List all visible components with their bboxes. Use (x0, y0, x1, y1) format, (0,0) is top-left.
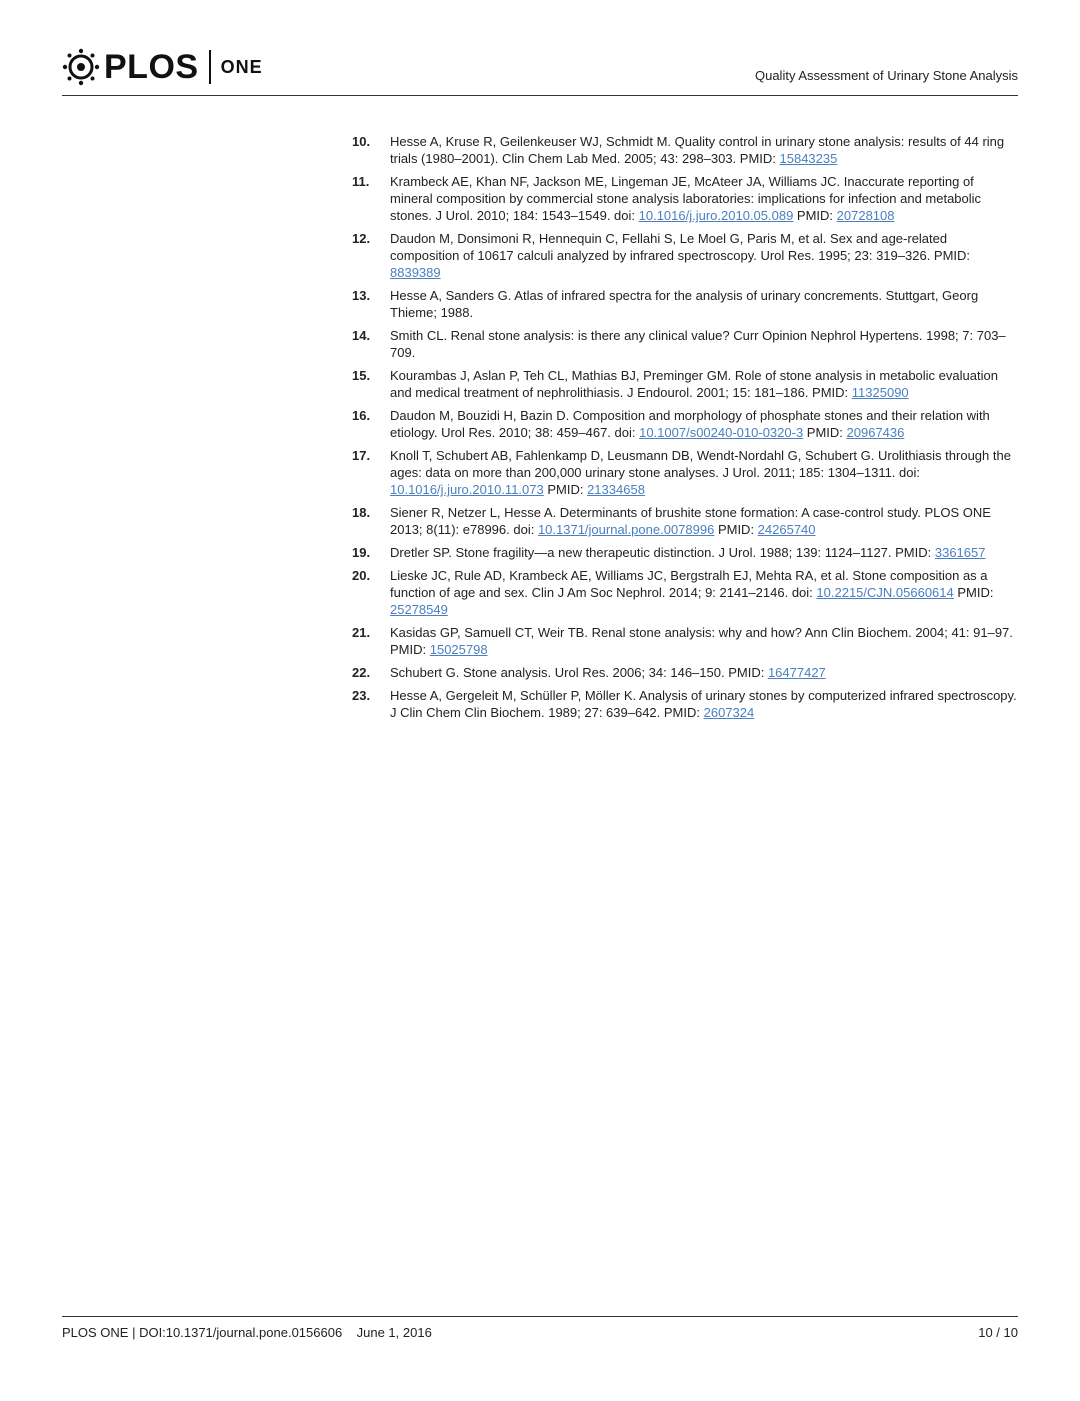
logo-subtext: ONE (220, 56, 263, 77)
pmid-link[interactable]: 25278549 (390, 602, 448, 617)
footer-divider (62, 1316, 1018, 1317)
reference-text: Dretler SP. Stone fragility—a new therapeutic distinction. J Urol. 1988; 139: 1124–1127. PMID: (390, 545, 935, 560)
plos-logo-icon (62, 48, 100, 86)
pmid-link[interactable]: 2607324 (703, 705, 755, 720)
reference-number: 23. (352, 688, 371, 703)
pmid-link[interactable]: 24265740 (757, 522, 816, 537)
pmid-label: PMID: (543, 482, 588, 497)
reference-number: 19. (352, 545, 371, 560)
reference-item (352, 624, 1018, 658)
reference-item (352, 287, 1018, 321)
doi-link[interactable]: 10.1371/journal.pone.0078996 (537, 522, 715, 537)
logo-text: PLOS (104, 47, 199, 86)
reference-item (352, 687, 1018, 721)
reference-text: Krambeck AE, Khan NF, Jackson ME, Lingeman JE, McAteer JA, Williams JC. Inaccurate reporting of mineral composition by commercial stone analysis laboratories: implications for infection and metabolic stones. J Urol. 2010; 184: 1543–1549. doi: (390, 174, 982, 223)
header-divider (62, 95, 1018, 96)
pmid-link[interactable]: 20728108 (836, 208, 895, 223)
reference-number: 15. (352, 368, 371, 383)
page-number: 10 / 10 (978, 1325, 1018, 1340)
reference-item (352, 407, 1018, 441)
pmid-link[interactable]: 16477427 (767, 665, 826, 680)
pmid-link[interactable]: 3361657 (934, 545, 986, 560)
reference-item (352, 664, 1018, 681)
pmid-link[interactable]: 15025798 (429, 642, 488, 657)
doi-link[interactable]: 10.1016/j.juro.2010.11.073 (390, 482, 544, 497)
reference-item (352, 447, 1018, 498)
reference-item (352, 544, 1018, 561)
pmid-label: PMID: (793, 208, 837, 223)
reference-text: Smith CL. Renal stone analysis: is there any clinical value? Curr Opinion Nephrol Hypertens. 1998; 7: 703–709. (390, 328, 1006, 360)
reference-text: Kasidas GP, Samuell CT, Weir TB. Renal stone analysis: why and how? Ann Clin Biochem. 2004; 41: 91–97. PMID: (390, 625, 1013, 657)
pmid-label: PMID: (714, 522, 758, 537)
running-title: Quality Assessment of Urinary Stone Analysis (754, 68, 1018, 83)
reference-item (352, 367, 1018, 401)
reference-number: 12. (352, 231, 371, 246)
reference-item (352, 173, 1018, 224)
reference-item (352, 504, 1018, 538)
reference-text: Siener R, Netzer L, Hesse A. Determinants of brushite stone formation: A case-control study. PLOS ONE 2013; 8(11): e78996. doi: (390, 505, 991, 537)
reference-number: 21. (352, 625, 371, 640)
reference-text: Kourambas J, Aslan P, Teh CL, Mathias BJ, Preminger GM. Role of stone analysis in metabolic evaluation and medical treatment of nephrolithiasis. J Endourol. 2001; 15: 181–186. PMID: (390, 368, 998, 400)
pmid-link[interactable]: 8839389 (390, 265, 441, 280)
reference-number: 11. (352, 174, 370, 189)
reference-text: Knoll T, Schubert AB, Fahlenkamp D, Leusmann DB, Wendt-Nordahl G, Schubert G. Urolithiasis through the ages: data on more than 200,000 urinary stone analyses. J Urol. 2011; 185: 1304–1311. doi: (390, 448, 1011, 480)
reference-item (352, 230, 1018, 281)
reference-number: 20. (352, 568, 371, 583)
reference-number: 14. (352, 328, 371, 343)
reference-text: Hesse A, Gergeleit M, Schüller P, Möller K. Analysis of urinary stones by computerized infrared spectroscopy. J Clin Chem Clin Biochem. 1989; 27: 639–642. PMID: (390, 688, 1017, 720)
reference-text: Hesse A, Kruse R, Geilenkeuser WJ, Schmidt M. Quality control in urinary stone analysis: results of 44 ring trials (1980–2001). Clin Chem Lab Med. 2005; 43: 298–303. PMID: (390, 134, 1005, 166)
pmid-label: PMID: (803, 425, 847, 440)
reference-number: 16. (352, 408, 371, 423)
pmid-link[interactable]: 11325090 (851, 385, 909, 400)
reference-number: 18. (352, 505, 371, 520)
doi-link[interactable]: 10.1007/s00240-010-0320-3 (639, 425, 804, 440)
reference-text: Schubert G. Stone analysis. Urol Res. 2006; 34: 146–150. PMID: (390, 665, 768, 680)
reference-number: 22. (352, 665, 371, 680)
reference-list (352, 133, 1018, 727)
reference-number: 10. (352, 134, 371, 149)
reference-item (352, 327, 1018, 361)
logo-divider (209, 50, 211, 84)
pmid-link[interactable]: 20967436 (846, 425, 905, 440)
pmid-label: PMID: (953, 585, 994, 600)
plos-logo[interactable] (62, 44, 263, 90)
doi-link[interactable]: 10.1016/j.juro.2010.05.089 (638, 208, 794, 223)
reference-text: Daudon M, Donsimoni R, Hennequin C, Fellahi S, Le Moel G, Paris M, et al. Sex and age-related composition of 10617 calculi analyzed by infrared spectroscopy. Urol Res. 1995; 23: 319–326. PMID: (390, 231, 971, 263)
doi-link[interactable]: 10.2215/CJN.05660614 (816, 585, 954, 600)
reference-text: Lieske JC, Rule AD, Krambeck AE, Williams JC, Bergstralh EJ, Mehta RA, et al. Stone composition as a function of age and sex. Clin J Am Soc Nephrol. 2014; 9: 2141–2146. doi: (390, 568, 988, 600)
pmid-link[interactable]: 15843235 (779, 151, 838, 166)
pmid-link[interactable]: 21334658 (587, 482, 645, 497)
reference-item (352, 567, 1018, 618)
reference-number: 13. (352, 288, 371, 303)
page-header (62, 44, 1018, 94)
footer-citation: PLOS ONE | DOI:10.1371/journal.pone.0156606 June 1, 2016 (62, 1325, 432, 1340)
reference-text: Hesse A, Sanders G. Atlas of infrared spectra for the analysis of urinary concrements. Stuttgart, Georg Thieme; 1988. (390, 288, 979, 320)
reference-number: 17. (352, 448, 371, 463)
reference-item (352, 133, 1018, 167)
reference-text: Daudon M, Bouzidi H, Bazin D. Composition and morphology of phosphate stones and their relation with etiology. Urol Res. 2010; 38: 459–467. doi: (390, 408, 990, 440)
